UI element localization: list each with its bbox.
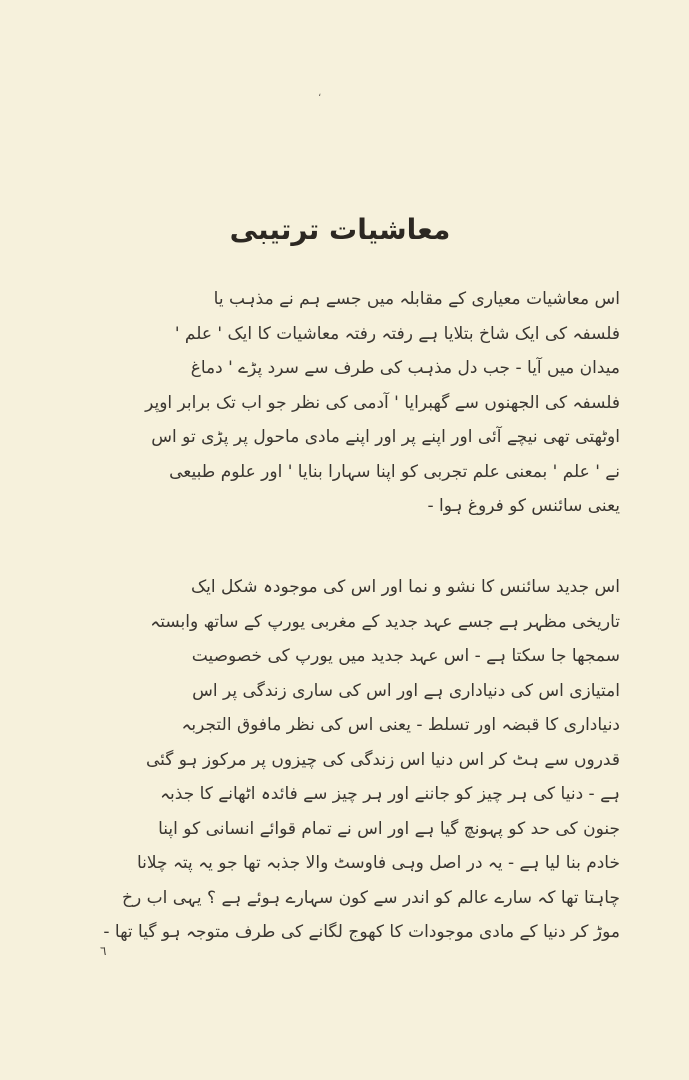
chapter-heading: معاشیات ترتیبی xyxy=(229,213,451,246)
paragraph-line: تاریخی مظہر ہے جسے عہد جدید کے مغربی یورپ کے ساتھ وابستہ xyxy=(150,611,620,632)
paragraph-line: دنیاداری کا قبضہ اور تسلط - یعنی اس کی نظر مافوق التجربہ xyxy=(181,715,620,735)
paragraph-line: فلسفہ کی الجھنوں سے گھبرایا ' آدمی کی نظر جو اب تک برابر اوپر xyxy=(145,392,620,413)
paragraph-line: قدروں سے ہٹ کر اس دنیا اس زندگی کی چیزوں پر مرکوز ہو گئی xyxy=(145,749,620,770)
paragraph-line: جنون کی حد کو پہونچ گیا ہے اور اس نے تمام قوائے انسانی کو اپنا xyxy=(158,818,620,839)
paragraph-line: فلسفہ کی ایک شاخ بتلایا ہے رفتہ رفتہ معاشیات کا ایک ' علم ' xyxy=(174,323,620,344)
paragraph-1 xyxy=(92,282,620,524)
paragraph-line: میدان میں آیا - جب دل مذہب کی طرف سے سرد پڑے ' دماغ xyxy=(190,358,620,378)
paragraph-line: امتیازی اس کی دنیاداری ہے اور اس کی ساری زندگی پر اس xyxy=(192,680,620,701)
page-number: ٦ xyxy=(100,944,107,958)
paragraph-line: اوٹھتی تھی نیچے آئی اور اپنے پر اور اپنے مادی ماحول پر پڑی تو اس xyxy=(151,427,620,447)
page-top-mark: ، xyxy=(318,88,322,99)
paragraph-line: اس جدید سائنس کا نشو و نما اور اس کی موجودہ شکل ایک xyxy=(190,577,620,597)
paragraph-line: خادم بنا لیا ہے - یہ در اصل وہی فاوسٹ والا جذبہ تھا جو یہ پتہ چلانا xyxy=(137,853,620,873)
paragraph-line: اس معاشیات معیاری کے مقابلہ میں جسے ہم نے مذہب یا xyxy=(213,289,620,309)
paragraph-line: یعنی سائنس کو فروغ ہوا - xyxy=(427,496,620,516)
paragraph-line: سمجھا جا سکتا ہے - اس عہد جدید میں یورپ کی خصوصیت xyxy=(191,646,620,666)
paragraph-line: چاہتا تھا کہ سارے عالم کو اندر سے کون سہارے ہوئے ہے ؟ یہی اب رخ xyxy=(122,887,620,908)
paragraph-line: ہے - دنیا کی ہر چیز کو جاننے اور ہر چیز سے فائدہ اٹھانے کا جذبہ xyxy=(160,784,620,804)
paragraph-2 xyxy=(92,570,620,950)
paragraph-line: موڑ کر دنیا کے مادی موجودات کا کھوج لگانے کی طرف متوجہ ہو گیا تھا - xyxy=(103,922,620,942)
paragraph-line: نے ' علم ' بمعنی علم تجربی کو اپنا سہارا بنایا ' اور علوم طبیعی xyxy=(169,461,620,482)
